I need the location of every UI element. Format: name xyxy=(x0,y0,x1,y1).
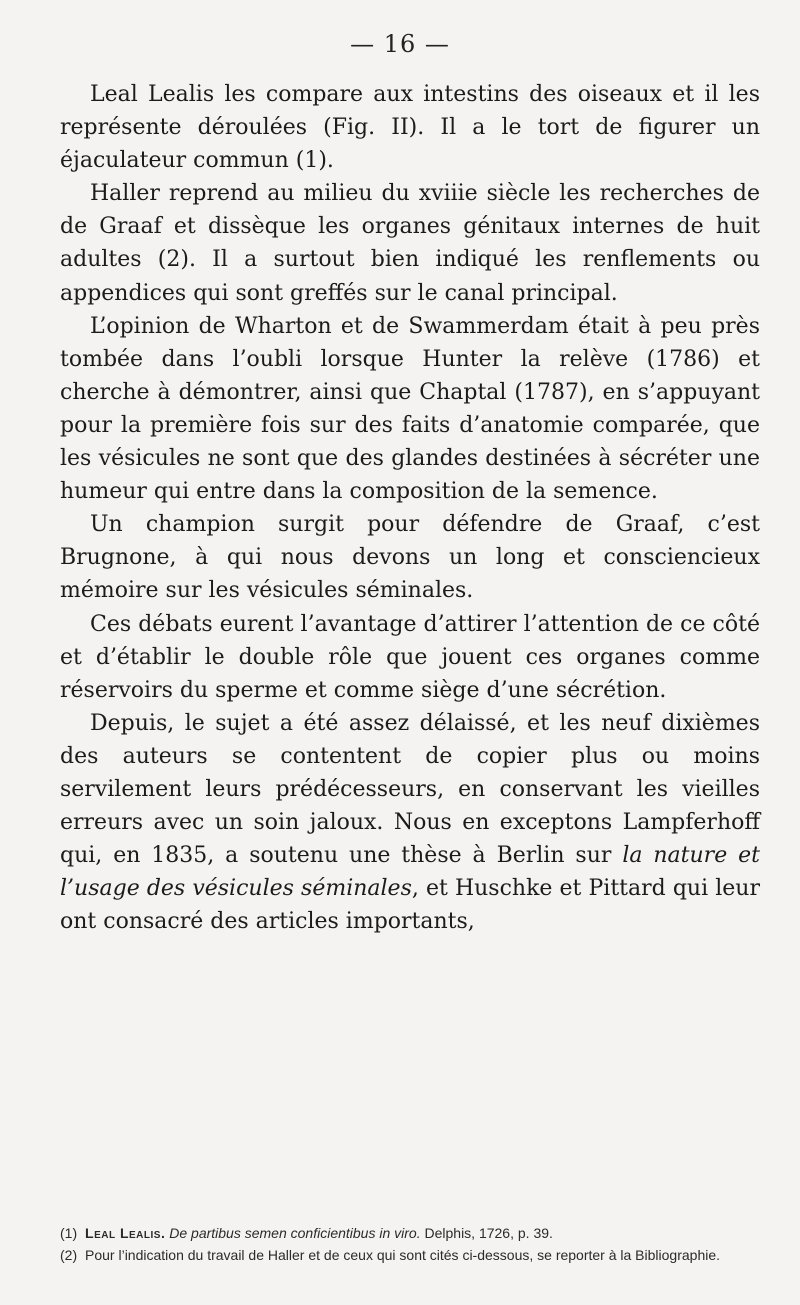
paragraph-wharton-hunter: L’opinion de Wharton et de Swammerdam était à peu près tombée dans l’oubli lorsque Hunter la relève (1786) et cherche à démontrer, ainsi que Chaptal (1787), en s’appuyant pour la première fois sur des faits d’anatomie comparée, que les vésicules ne sont que des glandes destinées à sécréter une humeur qui entre dans la composition de la semence. xyxy=(60,313,760,505)
page-number: — 16 — xyxy=(350,30,450,58)
body-text xyxy=(60,78,760,938)
footnote-number: (1) xyxy=(60,1225,78,1241)
footnote-text: Pour l’indication du travail de Haller et de ceux qui sont cités ci-dessous, se reporter à la Bibliographie. xyxy=(85,1247,721,1263)
paragraph-haller: Haller reprend au milieu du xviiie siècle les recherches de de Graaf et dissèque les organes génitaux internes de huit adultes (2). Il a surtout bien indiqué les renflements ou appendices qui sont greffés sur le canal principal. xyxy=(60,181,760,306)
footnote-2 xyxy=(60,1244,760,1266)
footnote-author: Leal Lealis. xyxy=(85,1225,166,1241)
paragraph-depuis-end: , et Huschke et Pittard qui leur ont consacré des articles importants, xyxy=(60,876,760,935)
footnote-number: (2) xyxy=(60,1247,78,1263)
thesis-title: la nature et l’usage des vésicules séminales xyxy=(60,843,760,902)
paragraph-depuis xyxy=(60,707,760,939)
paragraph-depuis-text: Depuis, le sujet a été assez délaissé, et les neuf dixièmes des auteurs se contentent de copier plus ou moins servilement leurs prédécesseurs, en conservant les vieilles erreurs avec un soin jaloux. Nous en exceptons Lampferhoff qui, en 1835, a soutenu une thèse à Berlin sur xyxy=(60,710,760,869)
footnotes xyxy=(60,1222,760,1266)
footnote-1 xyxy=(60,1222,760,1244)
paragraph-debats: Ces débats eurent l’avantage d’attirer l’attention de ce côté et d’établir le double rôle que jouent ces organes comme réservoirs du sperme et comme siège d’une sécrétion. xyxy=(60,611,760,703)
paragraph-brugnone: Un champion surgit pour défendre de Graaf, c’est Brugnone, à qui nous devons un long et consciencieux mémoire sur les vésicules séminales. xyxy=(60,512,760,604)
footnote-work-title: De partibus semen conficientibus in viro. xyxy=(169,1225,421,1241)
footnote-reference: Delphis, 1726, p. 39. xyxy=(424,1225,553,1241)
paragraph-leal-lealis: Leal Lealis les compare aux intestins des oiseaux et il les représente déroulées (Fig. II). Il a le tort de figurer un éjaculateur commun (1). xyxy=(60,82,760,174)
